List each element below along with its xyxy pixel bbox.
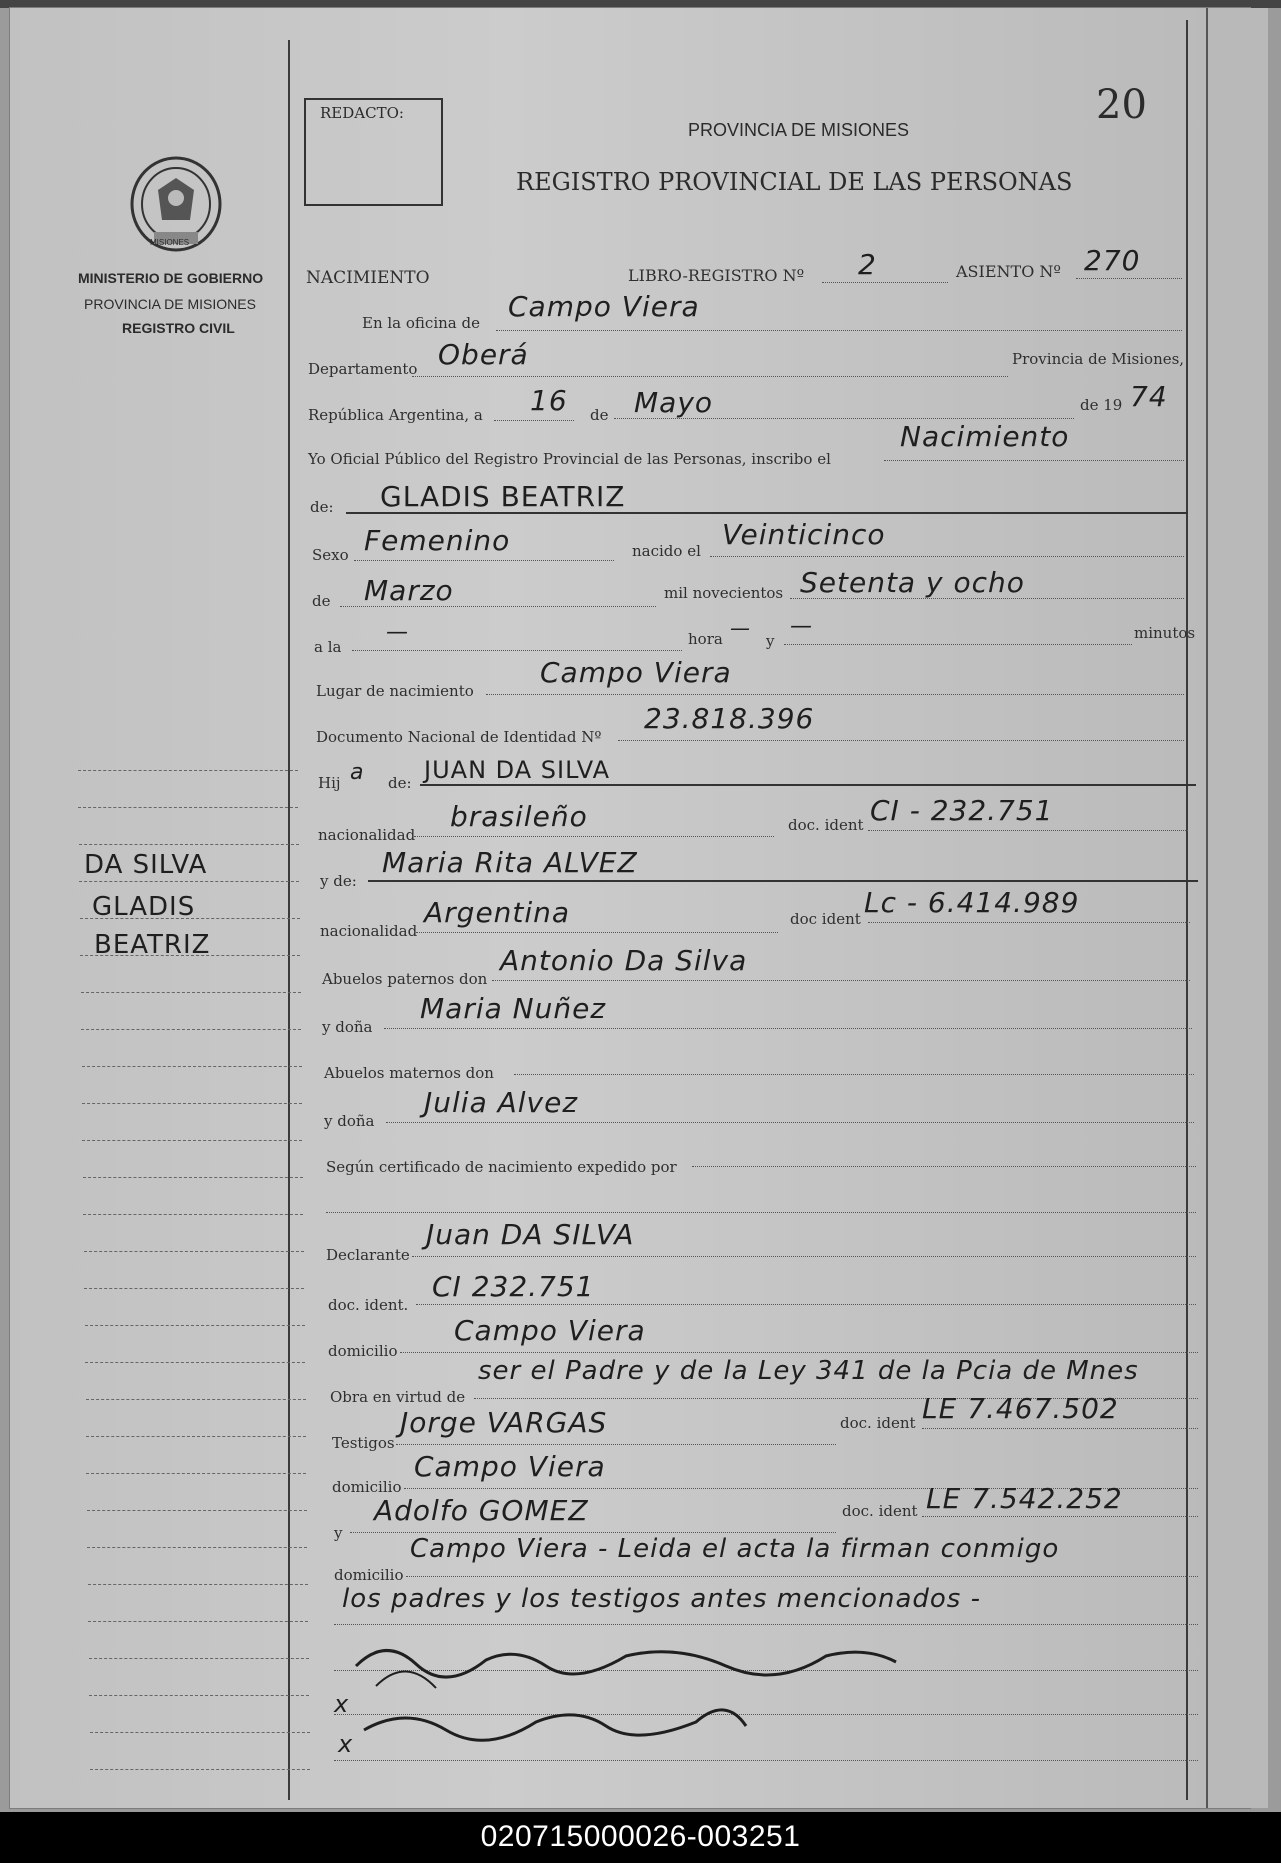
hora-label: hora — [688, 630, 723, 648]
hija-label: Hij — [318, 774, 341, 792]
hija-de-label: de: — [388, 774, 412, 792]
margin-rule-line — [89, 1658, 309, 1659]
asiento-value: 270 — [1084, 244, 1141, 277]
margin-rule-line — [84, 1251, 304, 1252]
inscribo-value: Nacimiento — [900, 420, 1070, 453]
margin-rule-line — [90, 1732, 310, 1733]
margin-rule-line — [87, 1510, 307, 1511]
doc-madre-label: doc ident — [790, 910, 861, 928]
margin-name-line3: BEATRIZ — [94, 930, 211, 960]
madre-value: Maria Rita ALVEZ — [382, 846, 638, 879]
margin-rule-line — [83, 1177, 303, 1178]
nacionalidad-padre-label: nacionalidad — [318, 826, 416, 844]
obra-value: ser el Padre y de la Ley 341 de la Pcia de Mnes — [478, 1356, 1139, 1386]
declarante-label: Declarante — [326, 1246, 410, 1264]
margin-rule-line — [88, 1621, 308, 1622]
provincia-small-label: PROVINCIA DE MISIONES — [84, 296, 256, 312]
de-label: de — [590, 406, 609, 424]
y-dona-materna-label: y doña — [324, 1112, 375, 1130]
anio-label: de 19 — [1080, 396, 1123, 414]
minutos-value: — — [790, 614, 813, 639]
registro-civil-label: REGISTRO CIVIL — [122, 320, 235, 336]
testigos-label: Testigos — [332, 1434, 395, 1452]
nacionalidad-padre-value: brasileño — [450, 800, 588, 833]
margin-rule-line — [82, 1103, 302, 1104]
declarante-value: Juan DA SILVA — [426, 1218, 635, 1251]
anio-value: 74 — [1130, 380, 1168, 413]
minutos-label: minutos — [1134, 624, 1196, 642]
domicilio-declarante-label: domicilio — [328, 1342, 398, 1360]
margin-rule-line — [86, 1436, 306, 1437]
doc-madre-value: Lc - 6.414.989 — [864, 886, 1080, 919]
nacido-value: Veinticinco — [722, 518, 886, 551]
ministerio-label: MINISTERIO DE GOBIERNO — [78, 270, 264, 286]
nombre-value: GLADIS BEATRIZ — [380, 480, 626, 513]
hora-value: — — [730, 616, 751, 640]
y-dona-paterna-label: y doña — [322, 1018, 373, 1036]
redacto-label: REDACTO: — [320, 104, 404, 122]
margin-rule-line — [86, 1473, 306, 1474]
top-edge — [0, 0, 1281, 8]
republica-label: República Argentina, a — [308, 406, 483, 424]
doc-declarante-label: doc. ident. — [328, 1296, 409, 1314]
margin-rule-line — [84, 1288, 304, 1289]
doc-testigo1-value: LE 7.467.502 — [922, 1392, 1119, 1425]
margin-rule-line — [79, 844, 299, 845]
domicilio-testigo1-value: Campo Viera — [414, 1450, 606, 1483]
provincia-heading: PROVINCIA DE MISIONES — [688, 120, 910, 140]
margin-rule-line — [86, 1399, 306, 1400]
folder-edge — [1206, 8, 1268, 1808]
libro-value: 2 — [858, 248, 877, 281]
margin-rule-line — [88, 1584, 308, 1585]
libro-label: LIBRO-REGISTRO Nº — [628, 266, 805, 285]
margin-rule-line — [89, 1695, 309, 1696]
signature-mark-2: x — [338, 1730, 354, 1758]
doc-declarante-value: CI 232.751 — [432, 1270, 595, 1303]
doc-padre-label: doc. ident — [788, 816, 864, 834]
hija-suffix: a — [350, 760, 365, 785]
sexo-value: Femenino — [364, 524, 511, 557]
margin-rule-line — [79, 881, 299, 882]
testigo2-value: Adolfo GOMEZ — [374, 1494, 589, 1527]
de-nombre-label: de: — [310, 498, 334, 516]
abuelos-maternos-label: Abuelos maternos don — [324, 1064, 494, 1082]
y-testigo2-label: y — [334, 1524, 343, 1542]
abuela-materna-value: Julia Alvez — [424, 1086, 579, 1119]
abuela-paterna-value: Maria Nuñez — [420, 992, 607, 1025]
testigo1-value: Jorge VARGAS — [400, 1406, 608, 1439]
margin-rule-line — [85, 1362, 305, 1363]
lugar-value: Campo Viera — [540, 656, 732, 689]
signatures — [346, 1626, 906, 1776]
continuation-text: los padres y los testigos antes mencionados - — [342, 1584, 982, 1614]
margin-rule-line — [78, 807, 298, 808]
left-margin-rule — [288, 40, 290, 1800]
domicilio-testigo2-value: Campo Viera - Leida el acta la firman conmigo — [410, 1534, 1060, 1564]
mes-nacimiento-value: Marzo — [364, 574, 454, 607]
seal-text: MISIONES — [150, 238, 190, 247]
margin-name-line2: GLADIS — [92, 892, 196, 922]
dia-value: 16 — [530, 384, 568, 417]
margin-rule-line — [87, 1547, 307, 1548]
dni-value: 23.818.396 — [644, 702, 815, 735]
doc-testigo2-value: LE 7.542.252 — [926, 1482, 1123, 1515]
yo-oficial-label: Yo Oficial Público del Registro Provincial de las Personas, inscribo el — [308, 450, 831, 468]
nacionalidad-madre-value: Argentina — [424, 896, 571, 929]
domicilio-declarante-value: Campo Viera — [454, 1314, 646, 1347]
footer-bar — [0, 1812, 1281, 1863]
provincia-misiones-label: Provincia de Misiones, — [1012, 350, 1185, 368]
domicilio-testigo2-label: domicilio — [334, 1566, 404, 1584]
asiento-label: ASIENTO Nº — [956, 262, 1061, 281]
anio-nacimiento-value: Setenta y ocho — [800, 566, 1025, 599]
abuelos-paternos-label: Abuelos paternos don — [322, 970, 488, 988]
oficina-value: Campo Viera — [508, 290, 700, 323]
margin-rule-line — [82, 1066, 302, 1067]
padre-value: JUAN DA SILVA — [424, 756, 611, 784]
dni-label: Documento Nacional de Identidad Nº — [316, 728, 602, 746]
doc-testigo2-label: doc. ident — [842, 1502, 918, 1520]
oficina-label: En la oficina de — [362, 314, 480, 332]
a-la-label: a la — [314, 638, 342, 656]
de-mes-label: de — [312, 592, 331, 610]
margin-rule-line — [81, 1029, 301, 1030]
doc-testigo1-label: doc. ident — [840, 1414, 916, 1432]
margin-rule-line — [90, 1769, 310, 1770]
margin-rule-line — [78, 770, 298, 771]
doc-padre-value: CI - 232.751 — [870, 794, 1054, 827]
registro-heading: REGISTRO PROVINCIAL DE LAS PERSONAS — [516, 168, 1073, 196]
nacimiento-label: NACIMIENTO — [306, 268, 430, 288]
margin-rule-line — [85, 1325, 305, 1326]
domicilio-testigo1-label: domicilio — [332, 1478, 402, 1496]
margin-rule-line — [82, 1140, 302, 1141]
margin-rule-line — [83, 1214, 303, 1215]
margin-rule-line — [81, 992, 301, 993]
redacto-box — [304, 98, 443, 206]
sexo-label: Sexo — [312, 546, 349, 564]
nacido-label: nacido el — [632, 542, 701, 560]
right-margin-rule — [1186, 20, 1188, 1800]
lugar-label: Lugar de nacimiento — [316, 682, 474, 700]
a-la-value: — — [386, 620, 409, 645]
page-number: 20 — [1096, 82, 1147, 128]
y-de-label: y de: — [320, 872, 357, 890]
mes-value: Mayo — [634, 386, 714, 419]
obra-label: Obra en virtud de — [330, 1388, 466, 1406]
barcode-text: 020715000026-003251 — [480, 1820, 801, 1853]
margin-name-line1: DA SILVA — [84, 850, 208, 880]
y-hora-label: y — [766, 632, 775, 650]
abuelo-paterno-value: Antonio Da Silva — [500, 944, 748, 977]
mil-label: mil novecientos — [664, 584, 784, 602]
segun-label: Según certificado de nacimiento expedido por — [326, 1158, 677, 1176]
nacionalidad-madre-label: nacionalidad — [320, 922, 418, 940]
signature-mark-1: x — [334, 1690, 350, 1718]
departamento-label: Departamento — [308, 360, 418, 378]
departamento-value: Oberá — [438, 338, 529, 371]
